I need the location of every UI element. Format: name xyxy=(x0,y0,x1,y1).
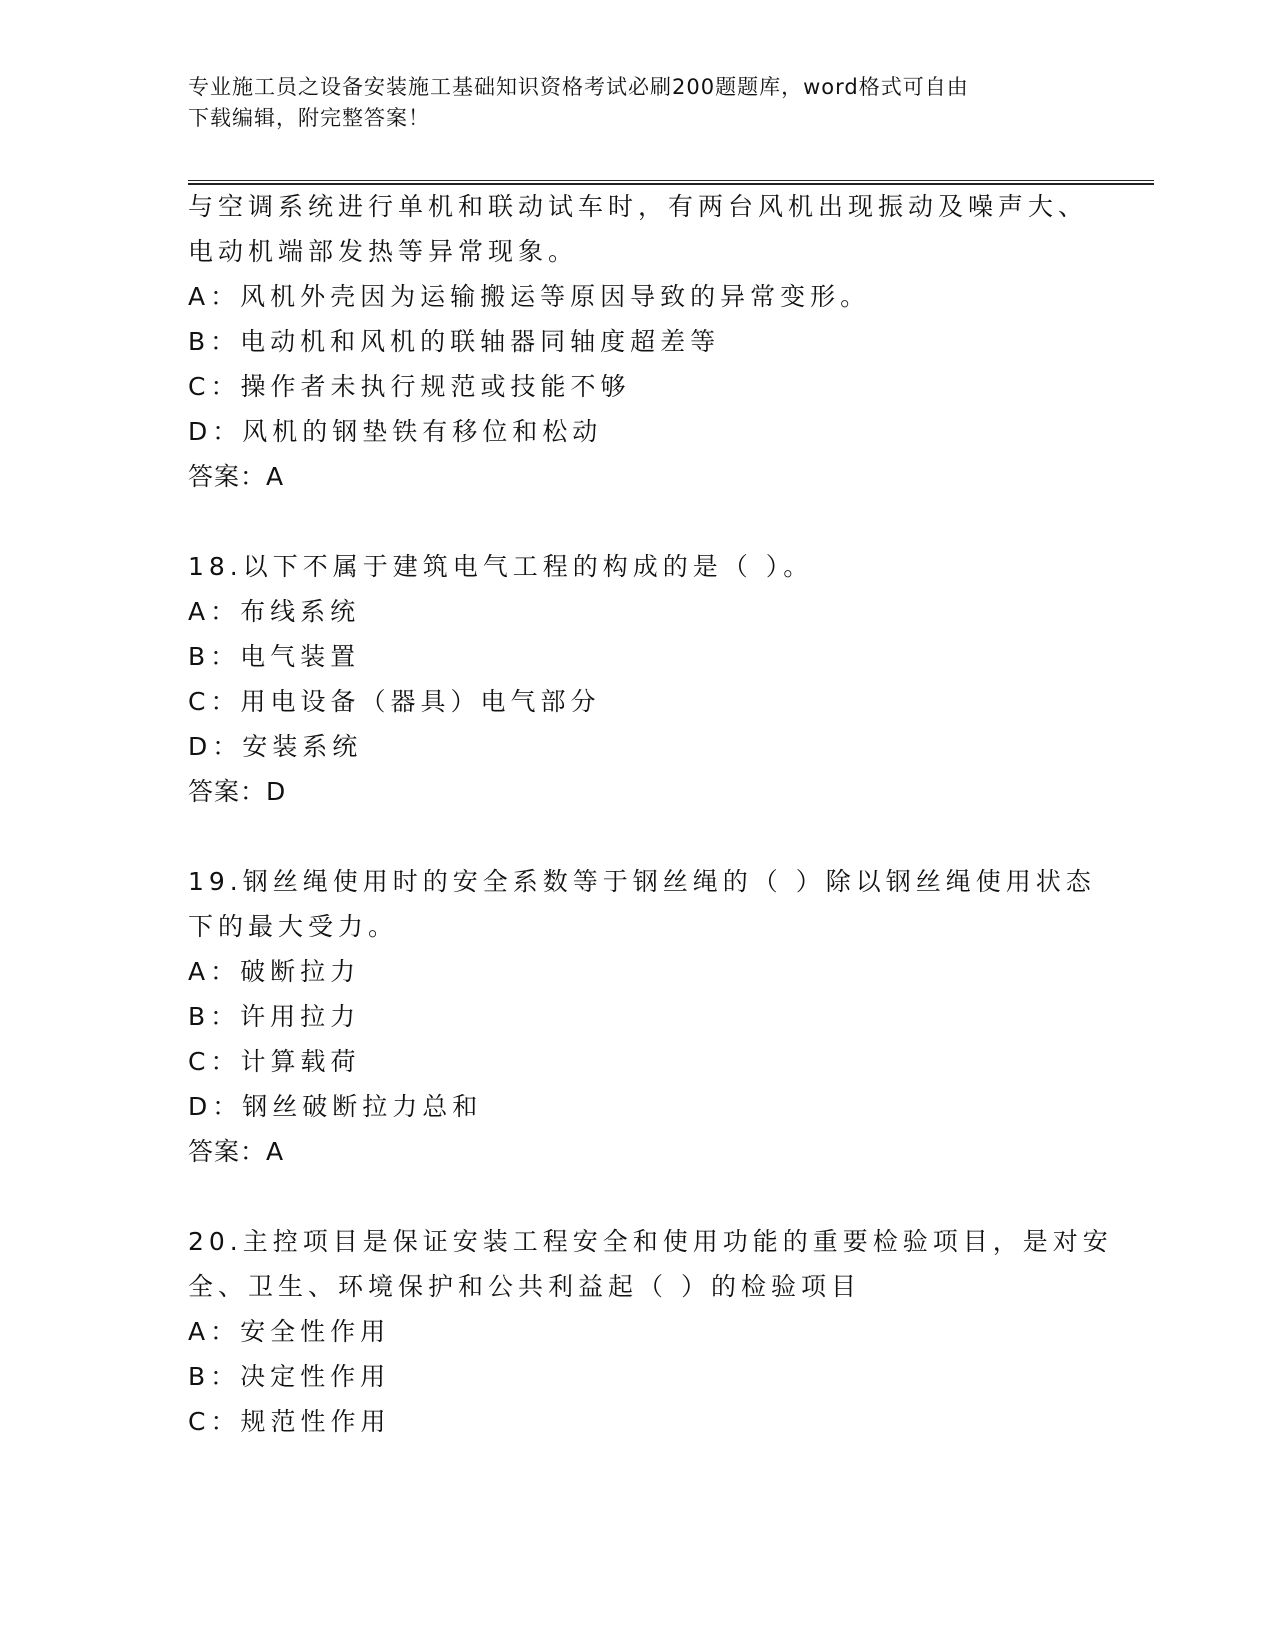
option-a: A：风机外壳因为运输搬运等原因导致的异常变形。 xyxy=(188,282,871,311)
question-stem: 18.以下不属于建筑电气工程的构成的是（ ）。 xyxy=(188,552,814,581)
option-b: B：电气装置 xyxy=(188,642,361,671)
question-stem: 电动机端部发热等异常现象。 xyxy=(188,237,579,266)
question-stem: 全、卫生、环境保护和公共利益起（ ）的检验项目 xyxy=(188,1272,861,1301)
question-stem: 下的最大受力。 xyxy=(188,912,399,941)
option-b: B：决定性作用 xyxy=(188,1362,391,1391)
option-a: A：破断拉力 xyxy=(188,957,361,986)
answer-line: 答案：A xyxy=(188,1137,285,1166)
header-title-line-1: 专业施工员之设备安装施工基础知识资格考试必刷200题题库，word格式可自由 xyxy=(188,75,969,99)
option-c: C：操作者未执行规范或技能不够 xyxy=(188,372,631,401)
option-d: D：钢丝破断拉力总和 xyxy=(188,1092,483,1121)
answer-line: 答案：D xyxy=(188,777,287,806)
option-a: A：安全性作用 xyxy=(188,1317,391,1346)
header-title-line-2: 下载编辑，附完整答案！ xyxy=(188,106,430,130)
header-divider-thin xyxy=(188,180,1154,181)
option-c: C：计算载荷 xyxy=(188,1047,361,1076)
header-divider-thick xyxy=(188,183,1154,185)
answer-line: 答案：A xyxy=(188,462,285,491)
question-stem: 20.主控项目是保证安装工程安全和使用功能的重要检验项目，是对安 xyxy=(188,1227,1113,1256)
option-d: D：安装系统 xyxy=(188,732,363,761)
option-c: C：规范性作用 xyxy=(188,1407,391,1436)
question-stem: 与空调系统进行单机和联动试车时，有两台风机出现振动及噪声大、 xyxy=(188,192,1089,221)
option-d: D：风机的钢垫铁有移位和松动 xyxy=(188,417,603,446)
option-c: C：用电设备（器具）电气部分 xyxy=(188,687,601,716)
option-a: A：布线系统 xyxy=(188,597,361,626)
option-b: B：许用拉力 xyxy=(188,1002,361,1031)
question-stem: 19.钢丝绳使用时的安全系数等于钢丝绳的（ ）除以钢丝绳使用状态 xyxy=(188,867,1096,896)
option-b: B：电动机和风机的联轴器同轴度超差等 xyxy=(188,327,721,356)
